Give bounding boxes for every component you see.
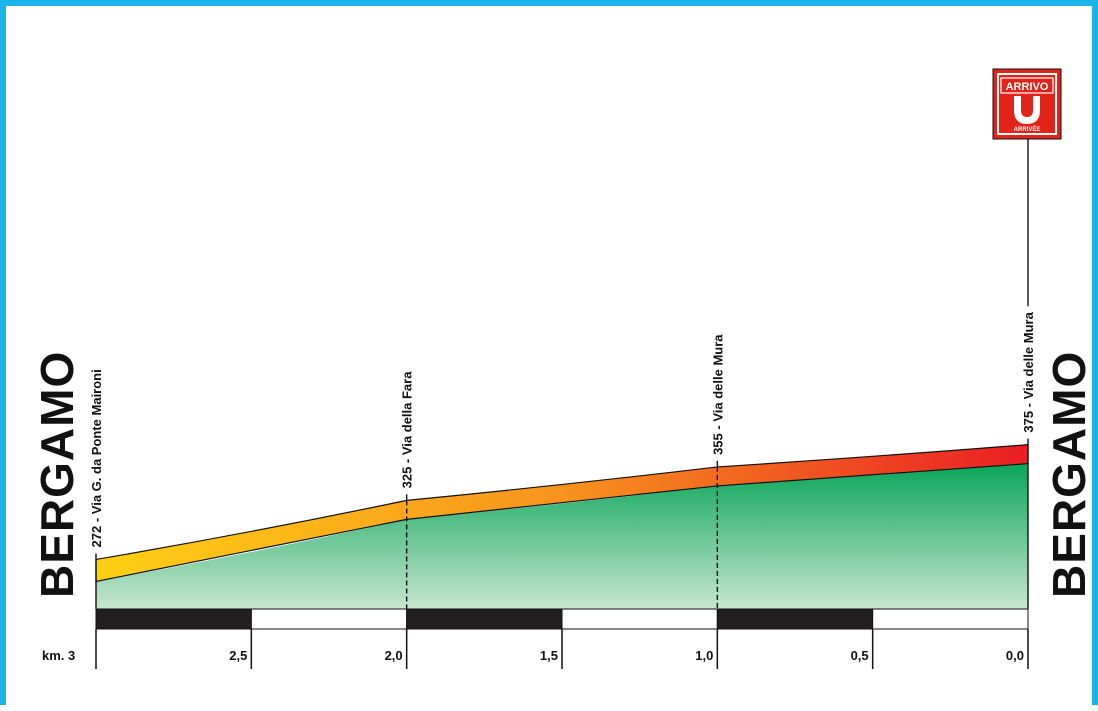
point-label: 355 - Via delle Mura [710,334,726,455]
altitude-profile-chart [6,6,1098,711]
km-unit-label: km. 3 [42,648,76,663]
point-label: 272 - Via G. da Ponte Maironi [89,369,104,548]
km-tick-label: 1,0 [695,648,714,663]
finish-arrival-sign [993,69,1061,139]
km-tick-label: 0,5 [850,648,869,663]
km-tick-label: 0,0 [1005,648,1024,663]
km-tick-label: 1,5 [539,648,558,663]
scale-segment [96,609,251,629]
km-tick-label: 2,0 [384,648,403,663]
scale-segment [873,609,1028,629]
point-label: 325 - Via della Fara [399,371,415,489]
scale-segment [407,609,562,629]
km-scale-bar [96,609,1028,629]
start-city-label: BERGAMO [31,350,83,598]
scale-segment [562,609,717,629]
finish-city-label: BERGAMO [1043,350,1095,598]
km-tick-labels [42,629,1028,669]
finish-sign-bottom-text: ARRIVÉE [1013,127,1041,133]
km-tick-label: 2,5 [229,648,248,663]
scale-segment [251,609,406,629]
scale-segment [717,609,872,629]
finish-sign-top-text: ARRIVO [1005,81,1049,93]
point-label: 375 - Via delle Mura [1021,312,1036,433]
